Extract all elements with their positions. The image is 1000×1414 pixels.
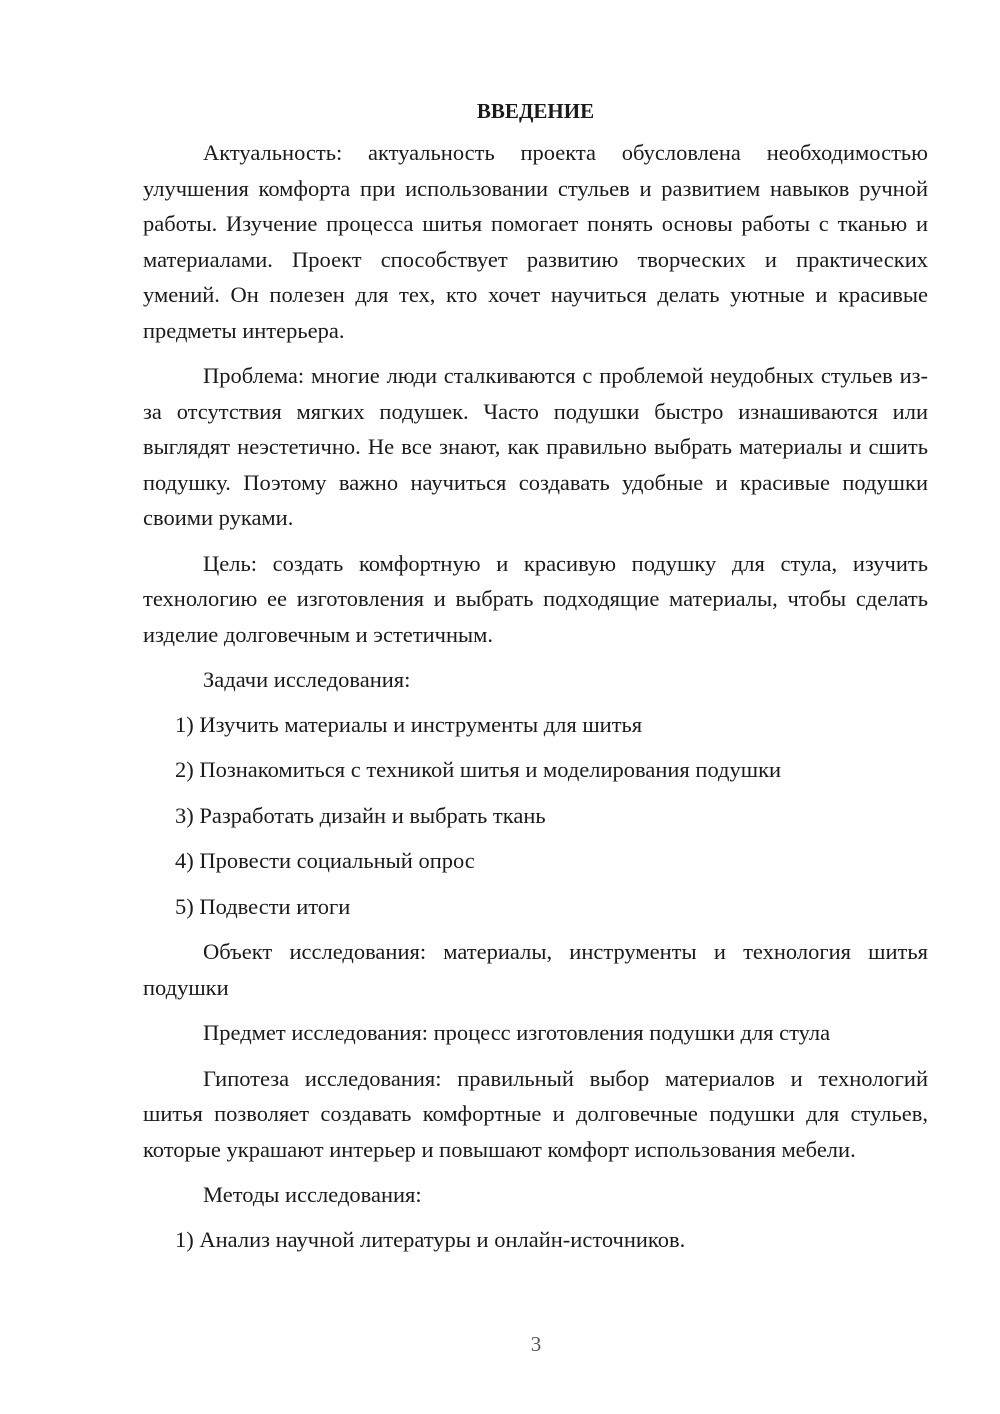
- page-content: [143, 96, 928, 1267]
- relevance-paragraph: Актуальность: актуальность проекта обусловлена необходимостью улучшения комфорта при использовании стульев и развитием навыков ручной работы. Изучение процесса шитья помогает понять основы работы с тканью и материалами. Проект способствует развитию творческих и практических умений. Он полезен для тех, кто хочет научиться делать уютные и красивые предметы интерьера.: [143, 140, 928, 343]
- list-item: 5) Подвести итоги: [175, 893, 351, 919]
- list-item: 4) Провести социальный опрос: [175, 848, 475, 873]
- list-item: 3) Разработать дизайн и выбрать ткань: [175, 802, 546, 828]
- list-item: 1) Анализ научной литературы и онлайн-источников.: [175, 1226, 686, 1252]
- tasks-heading: Задачи исследования:: [203, 667, 411, 692]
- goal-paragraph: Цель: создать комфортную и красивую подушку для стула, изучить технологию ее изготовления и выбрать подходящие материалы, чтобы сделать изделие долговечным и эстетичным.: [143, 550, 928, 647]
- section-title: ВВЕДЕНИЕ: [476, 99, 595, 123]
- list-item: 1) Изучить материалы и инструменты для шитья: [175, 711, 643, 737]
- page-number: 3: [530, 1332, 542, 1356]
- methods-heading: Методы исследования:: [203, 1182, 422, 1207]
- methods-list: [143, 1222, 928, 1258]
- subject-paragraph: Предмет исследования: процесс изготовления подушки для стула: [203, 1020, 831, 1045]
- object-paragraph: Объект исследования: материалы, инструменты и технология шитья подушки: [143, 939, 928, 1000]
- problem-paragraph: Проблема: многие люди сталкиваются с проблемой неудобных стульев из-за отсутствия мягких подушек. Часто подушки быстро изнашиваются или выглядят неэстетично. Не все знают, как правильно выбрать материалы и сшить подушку. Поэтому важно научиться создавать удобные и красивые подушки своими руками.: [143, 363, 928, 530]
- list-item: 2) Познакомиться с техникой шитья и моделирования подушки: [175, 757, 782, 782]
- tasks-list: [143, 707, 928, 925]
- hypothesis-paragraph: Гипотеза исследования: правильный выбор материалов и технологий шитья позволяет создавать комфортные и долговечные подушки для стульев, которые украшают интерьер и повышают комфорт использования мебели.: [143, 1065, 928, 1162]
